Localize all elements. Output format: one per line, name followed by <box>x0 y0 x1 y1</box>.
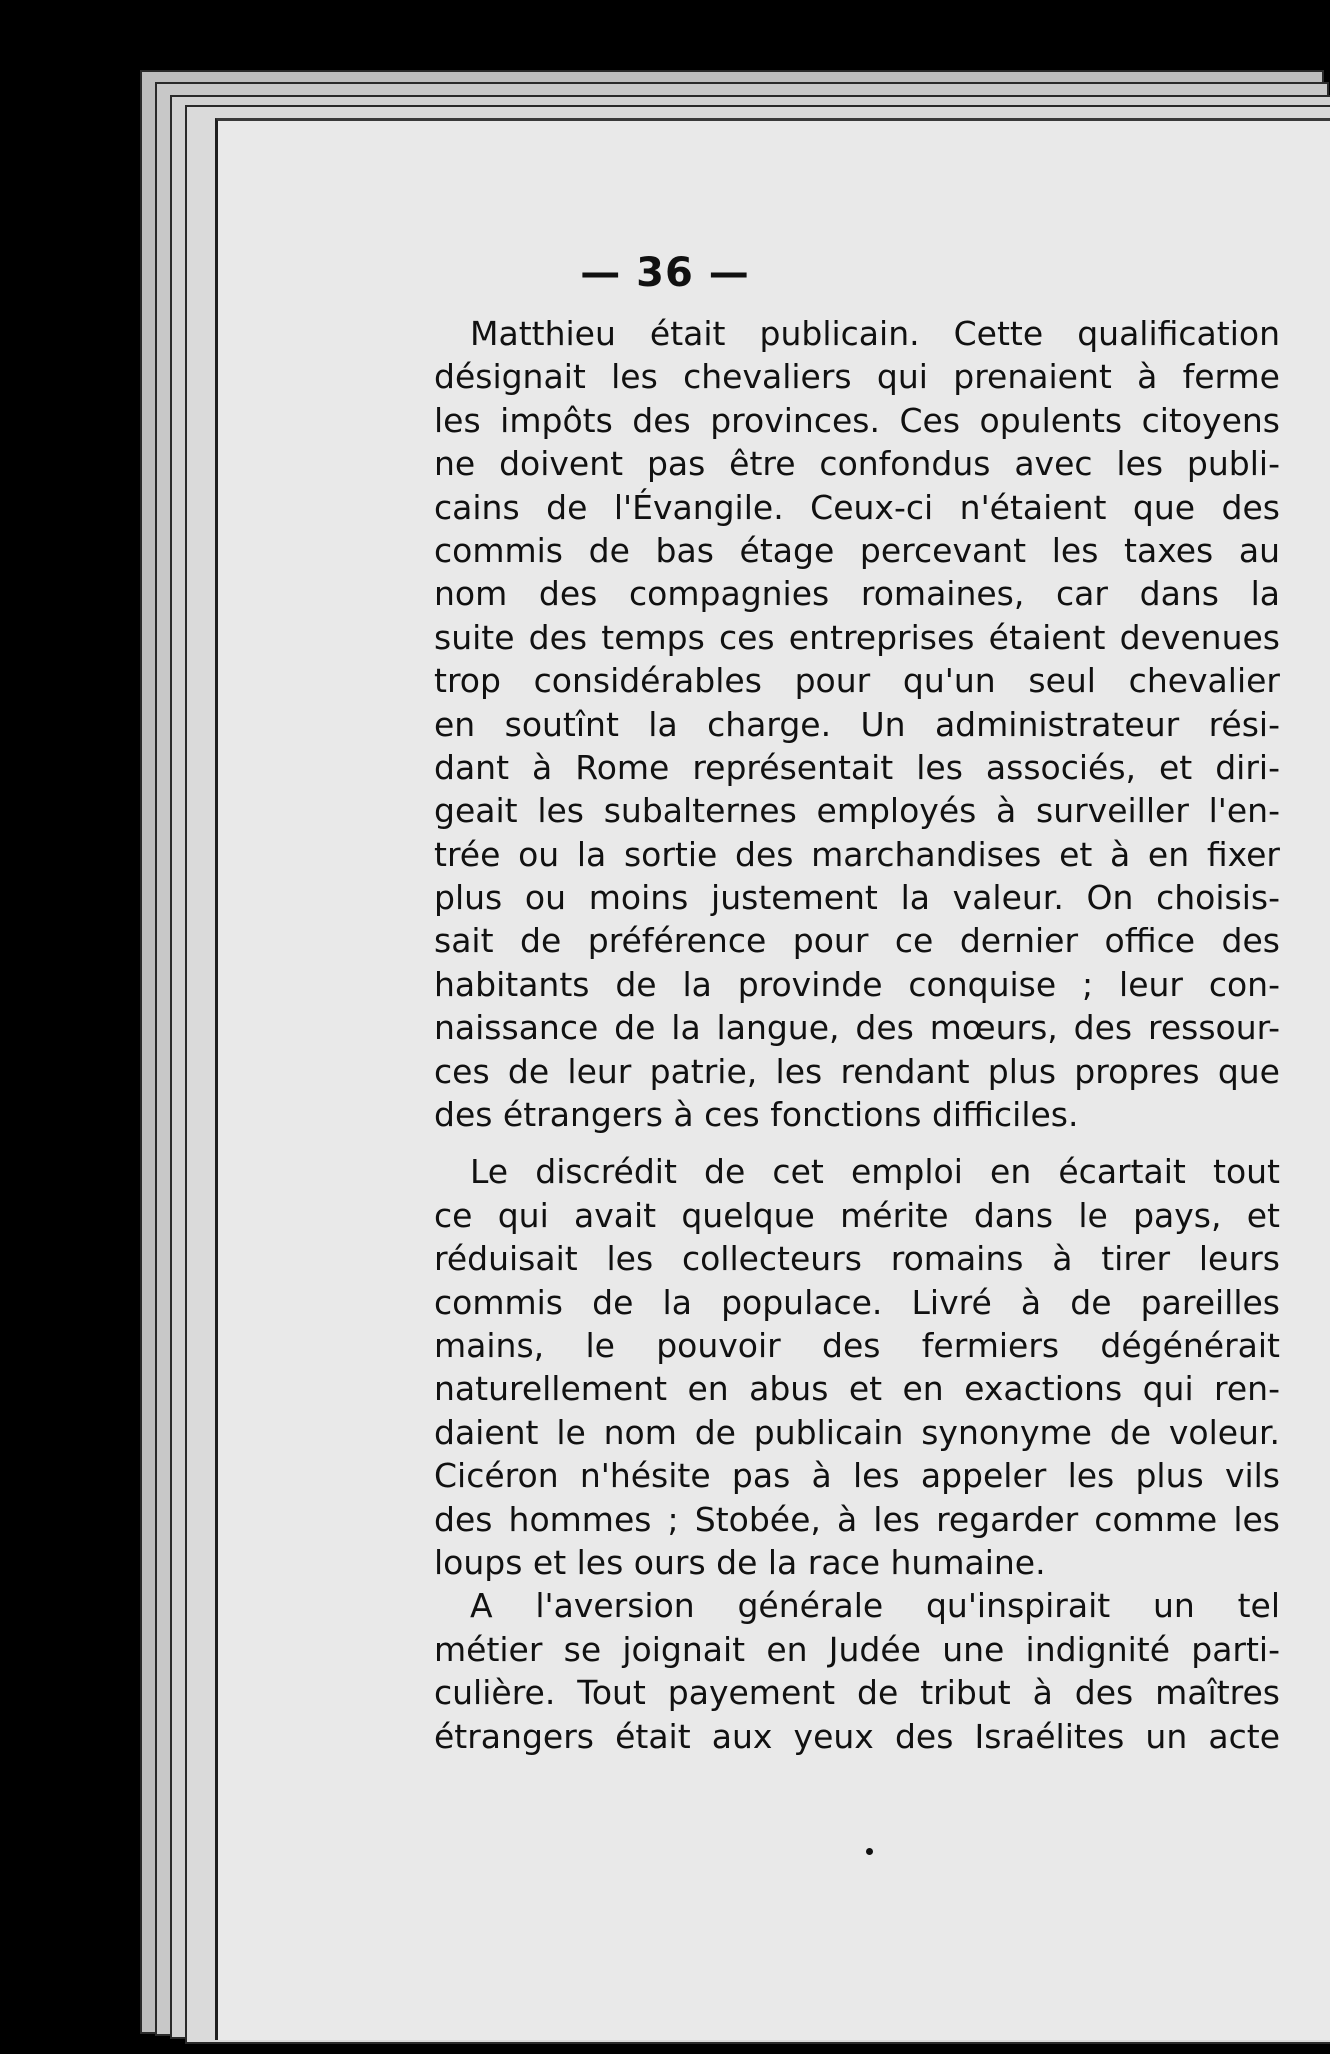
text-line: les impôts des provinces. Ces opulents citoyens <box>434 400 1280 440</box>
text-line: métier se joignait en Judée une indignité parti- <box>434 1629 1280 1669</box>
text-line: naturellement en abus et en exactions qui ren- <box>434 1369 1280 1409</box>
text-line: Matthieu était publicain. Cette qualification <box>470 314 1280 353</box>
text-line: loups et les ours de la race humaine. <box>434 1542 1046 1582</box>
text-line: trée ou la sortie des marchandises et à en fixer <box>434 834 1280 874</box>
paragraph <box>434 1150 1280 1584</box>
paragraph <box>434 312 1280 1136</box>
text-line: geait les subalternes employés à surveiller l'en- <box>434 791 1280 831</box>
text-line: daient le nom de publicain synonyme de voleur. <box>434 1412 1280 1452</box>
page-number: — 36 — <box>580 250 750 296</box>
paragraph-gap <box>434 1136 1280 1150</box>
text-line: suite des temps ces entreprises étaient devenues <box>434 617 1280 657</box>
body-text <box>434 312 1280 1758</box>
text-line: naissance de la langue, des mœurs, des ressour- <box>434 1008 1280 1048</box>
text-line: réduisait les collecteurs romains à tirer leurs <box>434 1239 1280 1279</box>
text-line: cains de l'Évangile. Ceux-ci n'étaient que des <box>434 487 1280 527</box>
text-line: désignait les chevaliers qui prenaient à ferme <box>434 357 1280 397</box>
paragraph <box>434 1584 1280 1758</box>
ink-speck <box>866 1848 873 1855</box>
text-line: plus ou moins justement la valeur. On choisis- <box>434 878 1280 918</box>
text-line: habitants de la provinde conquise ; leur con- <box>434 964 1280 1004</box>
text-line: ces de leur patrie, les rendant plus propres que <box>434 1051 1280 1091</box>
text-line: commis de la populace. Livré à de pareilles <box>434 1282 1280 1322</box>
text-line: trop considérables pour qu'un seul chevalier <box>434 661 1280 701</box>
text-line: mains, le pouvoir des fermiers dégénérait <box>434 1325 1280 1365</box>
text-line: A l'aversion générale qu'inspirait un tel <box>470 1586 1280 1626</box>
text-line: Cicéron n'hésite pas à les appeler les plus vils <box>434 1456 1280 1496</box>
text-line: dant à Rome représentait les associés, et diri- <box>434 747 1280 787</box>
text-line: en soutînt la charge. Un administrateur rési- <box>434 704 1280 744</box>
text-line: des hommes ; Stobée, à les regarder comme les <box>434 1499 1280 1539</box>
text-line: commis de bas étage percevant les taxes au <box>434 530 1280 570</box>
text-line: culière. Tout payement de tribut à des maîtres <box>434 1673 1280 1713</box>
text-line: des étrangers à ces fonctions difficiles. <box>434 1095 1079 1135</box>
page-number-wrap <box>0 250 1330 296</box>
text-line: étrangers était aux yeux des Israélites un acte <box>434 1716 1280 1756</box>
text-line: ne doivent pas être confondus avec les publi- <box>434 444 1280 484</box>
text-line: ce qui avait quelque mérite dans le pays, et <box>434 1195 1280 1235</box>
text-line: nom des compagnies romaines, car dans la <box>434 574 1280 614</box>
text-line: sait de préférence pour ce dernier office des <box>434 921 1280 961</box>
text-line: Le discrédit de cet emploi en écartait tout <box>470 1152 1280 1192</box>
